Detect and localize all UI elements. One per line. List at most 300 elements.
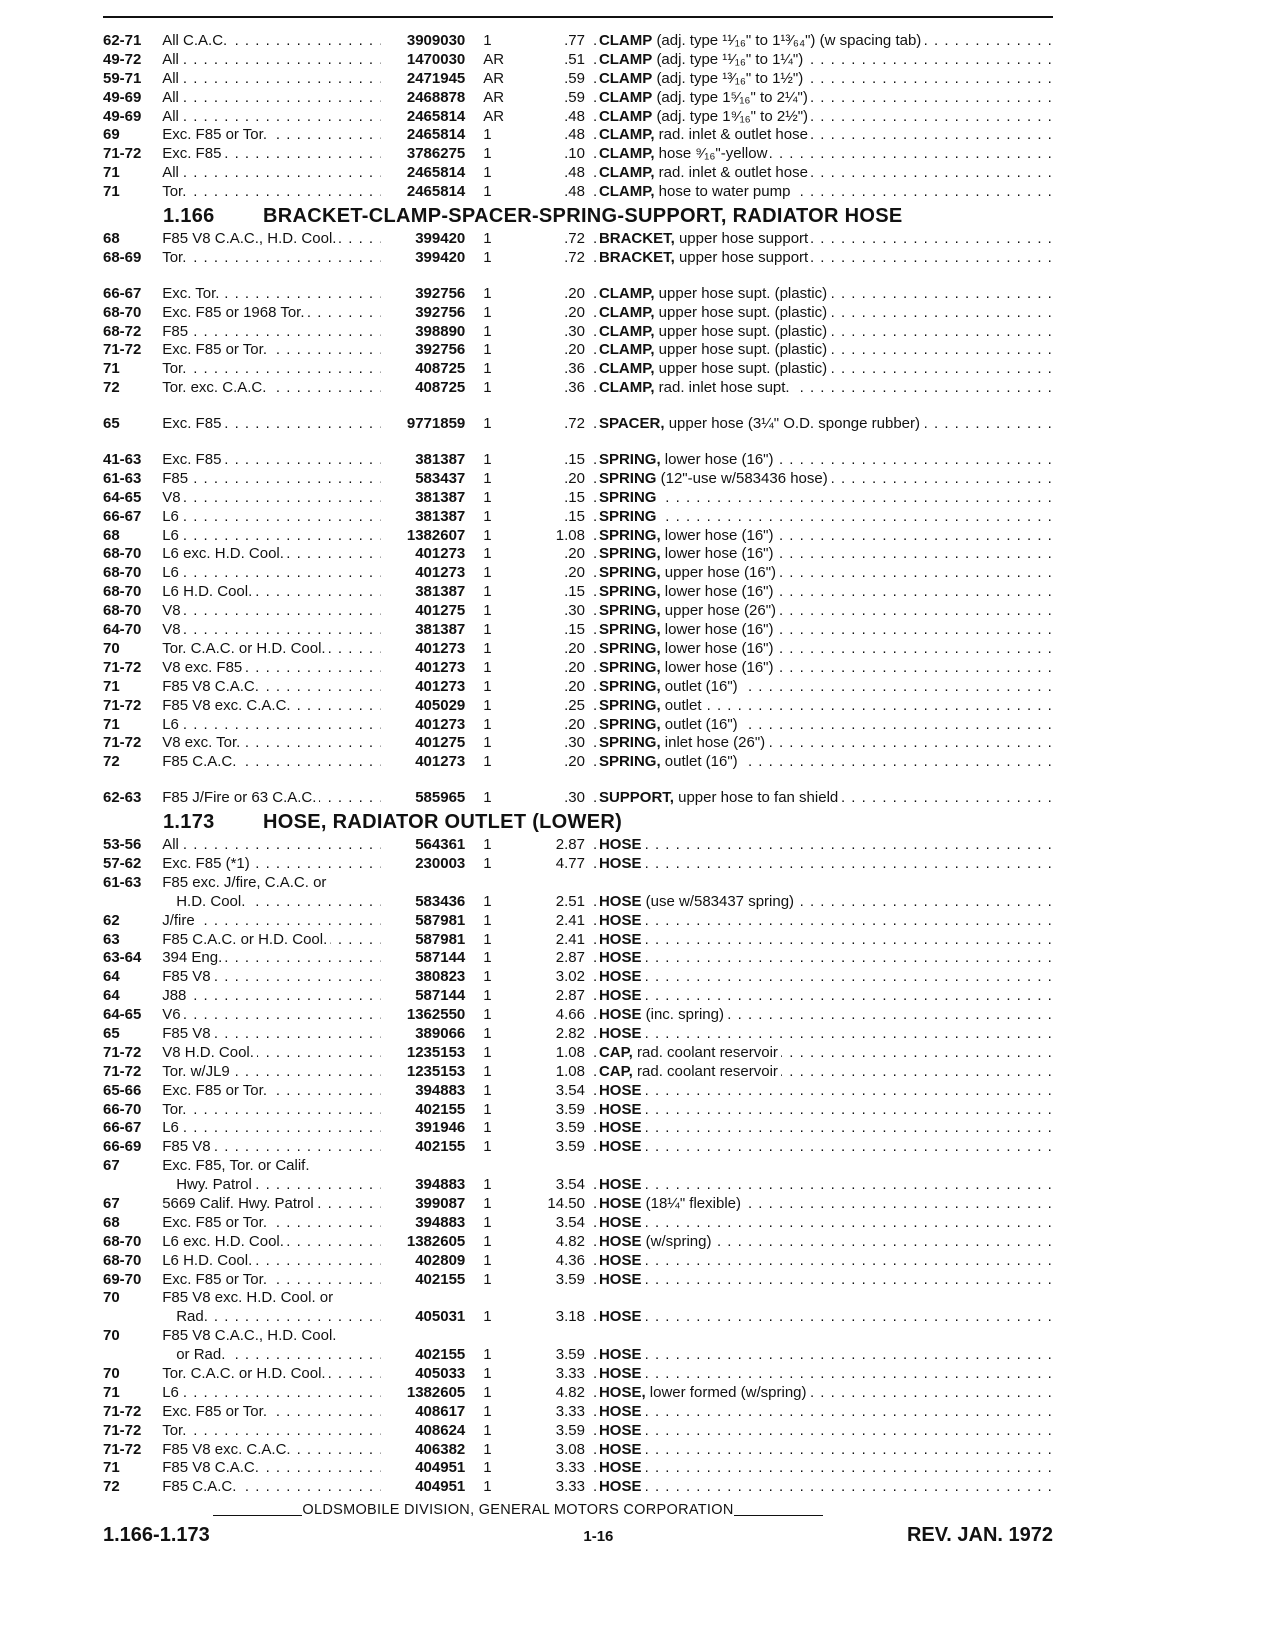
quantity-cell: 1	[483, 1251, 492, 1269]
application-cell	[162, 32, 381, 51]
quantity-cell: 1	[483, 1308, 492, 1326]
description-cell	[593, 1422, 1053, 1441]
table-row	[103, 1025, 1053, 1044]
price-cell: .30	[564, 602, 585, 620]
part-name: SPRING,	[598, 677, 661, 695]
description-text	[599, 145, 770, 164]
table-row	[103, 360, 1053, 379]
table-row	[103, 1478, 1053, 1497]
description-cell	[593, 379, 1053, 398]
description-text	[599, 1403, 645, 1422]
quantity-cell: 1	[483, 892, 492, 910]
application-text: F85 V8 exc. H.D. Cool. or	[162, 1289, 336, 1306]
price-cell: .15	[564, 621, 585, 639]
price-cell: 3.54	[555, 1176, 585, 1194]
table-row	[103, 32, 1053, 51]
years-cell: 69	[103, 126, 120, 144]
price-cell	[521, 1157, 593, 1176]
part-name: BRACKET,	[598, 248, 675, 266]
years-cell: 62-63	[103, 789, 142, 807]
application-text: F85 V8	[162, 1025, 213, 1044]
description-text	[599, 1195, 744, 1214]
description-cell	[593, 1025, 1053, 1044]
group-spacer	[103, 415, 1053, 434]
description-cell	[593, 230, 1053, 249]
part-detail: (use w/583437 spring)	[645, 892, 795, 910]
price-cell: .77	[564, 32, 585, 49]
footer-rule-right	[734, 1515, 823, 1516]
table-row	[103, 753, 1053, 772]
part-number-cell: 2465814	[406, 107, 466, 125]
application-cell	[162, 1195, 381, 1214]
years-cell	[103, 1176, 162, 1195]
description-cell	[593, 987, 1053, 1006]
price-cell: .30	[564, 789, 585, 807]
description-text	[599, 621, 777, 640]
part-name: SPRING,	[598, 639, 661, 657]
part-name: SPRING,	[598, 564, 661, 582]
part-number-cell: 1235153	[406, 1062, 466, 1080]
part-name: CLAMP,	[598, 360, 655, 378]
part-number-cell: 583437	[415, 469, 466, 487]
application-text: F85 C.A.C. or H.D. Cool.	[162, 931, 330, 950]
table-row	[103, 379, 1053, 398]
table-row	[103, 1271, 1053, 1290]
part-name: HOSE,	[598, 1383, 646, 1401]
application-text: L6 H.D. Cool.	[162, 1252, 255, 1271]
part-number-cell	[381, 1327, 469, 1346]
description-text	[599, 126, 811, 145]
description-cell	[593, 70, 1053, 89]
years-cell: 66-67	[103, 507, 142, 525]
application-text: F85 V8	[162, 1138, 213, 1157]
application-text: F85	[162, 470, 191, 489]
description-text	[599, 912, 645, 931]
part-name: SPRING,	[598, 734, 661, 752]
application-text: Hwy. Patrol	[162, 1176, 255, 1195]
description-text	[599, 855, 645, 874]
years-cell: 71-72	[103, 1421, 142, 1439]
application-cell	[162, 1157, 381, 1176]
price-cell: 3.08	[555, 1440, 585, 1458]
description-cell	[593, 1384, 1053, 1403]
quantity-cell: 1	[483, 1024, 492, 1042]
quantity-cell: 1	[483, 1365, 492, 1382]
application-text: L6	[162, 1119, 182, 1138]
table-row	[103, 836, 1053, 855]
application-cell	[162, 789, 381, 808]
price-cell: .72	[564, 415, 585, 433]
quantity-cell: 1	[483, 230, 492, 248]
part-detail: outlet (16")	[664, 677, 738, 695]
price-cell: 4.66	[555, 1006, 585, 1024]
table-row	[103, 1403, 1053, 1422]
part-name: HOSE	[598, 1421, 642, 1439]
price-cell: .48	[564, 164, 585, 182]
section-title: BRACKET-CLAMP-SPACER-SPRING-SUPPORT, RADIATOR HOSE	[263, 204, 903, 227]
part-number-cell: 392756	[415, 341, 466, 359]
description-cell	[593, 126, 1053, 145]
quantity-cell: 1	[483, 1081, 492, 1099]
description-text	[599, 893, 797, 912]
description-cell	[593, 545, 1053, 564]
application-text: L6	[162, 508, 182, 527]
years-cell: 65	[103, 415, 120, 433]
application-text: Tor. w/JL9	[162, 1063, 233, 1082]
part-detail: lower hose (16")	[664, 526, 774, 544]
part-name: SPRING,	[598, 602, 661, 620]
application-cell	[162, 1101, 381, 1120]
part-number-cell: 392756	[415, 284, 466, 302]
footer-rule-left	[213, 1515, 302, 1516]
part-number-cell: 394883	[415, 1081, 466, 1099]
table-row	[103, 1365, 1053, 1384]
section-heading-1166	[103, 202, 1053, 230]
price-cell: 2.87	[555, 836, 585, 854]
part-name: BRACKET,	[598, 230, 675, 248]
application-cell	[162, 753, 381, 772]
years-cell: 67	[103, 1194, 120, 1212]
description-text	[599, 789, 841, 808]
top-rule	[103, 16, 1053, 18]
quantity-cell: 1	[483, 126, 492, 144]
part-number-cell: 3786275	[406, 145, 466, 163]
years-cell: 71-72	[103, 696, 142, 714]
description-cell	[593, 836, 1053, 855]
part-name: HOSE	[598, 1365, 642, 1382]
application-text: All	[162, 108, 182, 127]
table-row	[103, 1327, 1053, 1346]
years-cell: 71-72	[103, 1043, 142, 1061]
application-text: Exc. F85 or Tor.	[162, 126, 270, 145]
part-number-cell: 587144	[415, 949, 466, 967]
years-cell: 71	[103, 1459, 120, 1477]
quantity-cell: 1	[483, 1100, 492, 1118]
application-text: Tor.	[162, 1101, 189, 1120]
description-text	[599, 753, 741, 772]
table-row	[103, 1044, 1053, 1063]
price-cell: 4.82	[555, 1383, 585, 1401]
quantity-cell: AR	[483, 50, 505, 68]
description-text	[599, 1384, 810, 1403]
application-cell	[162, 108, 381, 127]
part-name: SPRING,	[598, 715, 661, 733]
part-name: CLAMP	[598, 107, 653, 125]
description-cell	[593, 1459, 1053, 1478]
description-cell	[593, 145, 1053, 164]
description-cell	[593, 855, 1053, 874]
years-cell: 62	[103, 911, 120, 929]
part-name: CLAMP,	[598, 379, 655, 397]
description-cell	[593, 949, 1053, 968]
description-text	[599, 32, 924, 51]
quantity-cell: 1	[483, 1119, 492, 1137]
price-cell: 4.36	[555, 1251, 585, 1269]
part-number-cell: 1470030	[406, 50, 466, 68]
table-row	[103, 678, 1053, 697]
part-number-cell: 389066	[415, 1024, 466, 1042]
quantity-cell: 1	[483, 341, 492, 359]
part-detail: (18¼" flexible)	[645, 1194, 741, 1212]
description-text	[599, 678, 741, 697]
application-text: Exc. F85 or Tor.	[162, 1214, 270, 1233]
price-cell: 2.87	[555, 987, 585, 1005]
price-cell: 2.51	[555, 892, 585, 910]
years-cell: 70	[103, 1327, 120, 1345]
description-cell	[593, 1176, 1053, 1195]
application-cell	[162, 987, 381, 1006]
description-text	[599, 1308, 645, 1327]
part-name: HOSE	[598, 1006, 642, 1024]
application-cell	[162, 1252, 381, 1271]
application-cell	[162, 1138, 381, 1157]
application-cell	[162, 415, 381, 434]
application-text: Exc. Tor.	[162, 285, 222, 304]
price-cell: 3.59	[555, 1421, 585, 1439]
years-cell: 71	[103, 1383, 120, 1401]
part-number-cell: 401275	[415, 734, 466, 752]
part-detail: (w/spring)	[645, 1232, 712, 1250]
application-cell	[162, 230, 381, 249]
part-name: HOSE	[598, 968, 642, 986]
quantity-cell: 1	[483, 183, 492, 201]
quantity-cell: 1	[483, 451, 492, 469]
description-text	[599, 931, 645, 950]
price-cell: .15	[564, 583, 585, 601]
part-number-cell: 405031	[415, 1308, 466, 1326]
quantity-cell: 1	[483, 1459, 492, 1477]
description-text	[599, 716, 741, 735]
description-cell	[593, 51, 1053, 70]
price-cell: .20	[564, 341, 585, 359]
years-cell: 72	[103, 753, 120, 771]
application-cell	[162, 1327, 381, 1346]
application-cell	[162, 285, 381, 304]
price-cell: 3.59	[555, 1119, 585, 1137]
part-detail: upper hose supt. (plastic)	[658, 341, 828, 359]
part-number-cell: 1382605	[406, 1232, 466, 1250]
table-row	[103, 470, 1053, 489]
part-name: CLAMP,	[598, 303, 655, 321]
description-text	[599, 1271, 645, 1290]
application-cell	[162, 1289, 381, 1308]
years-cell: 53-56	[103, 836, 142, 854]
part-detail: (inc. spring)	[645, 1006, 724, 1024]
quantity-cell: 1	[483, 564, 492, 582]
years-cell: 72	[103, 379, 120, 397]
quantity-cell: 1	[483, 1270, 492, 1288]
quantity-cell: 1	[483, 360, 492, 378]
application-text: V8 exc. F85	[162, 659, 245, 678]
price-cell: 3.54	[555, 1213, 585, 1231]
part-name: HOSE	[598, 1440, 642, 1458]
years-cell: 41-63	[103, 451, 142, 469]
part-detail: inlet hose (26")	[664, 734, 766, 752]
price-cell: 4.82	[555, 1232, 585, 1250]
years-cell	[103, 893, 162, 912]
application-text: V6	[162, 1006, 183, 1025]
description-cell	[593, 304, 1053, 323]
description-cell	[593, 1157, 1053, 1176]
years-cell	[103, 1308, 162, 1327]
table-row	[103, 583, 1053, 602]
price-cell: .25	[564, 696, 585, 714]
description-cell	[593, 1289, 1053, 1308]
page-number: 1-16	[583, 1528, 614, 1545]
part-name: HOSE	[598, 1081, 642, 1099]
table-row	[103, 1195, 1053, 1214]
part-number-cell: 381387	[415, 621, 466, 639]
application-text: F85 V8 C.A.C.	[162, 1459, 262, 1478]
section-heading-1173	[103, 808, 1053, 836]
quantity-cell: 1	[483, 602, 492, 620]
application-text: Exc. F85 or Tor.	[162, 1082, 270, 1101]
description-cell	[593, 621, 1053, 640]
description-cell	[593, 789, 1053, 808]
part-number-cell: 3909030	[406, 32, 466, 49]
part-number-cell: 2471945	[406, 69, 466, 87]
quantity-cell: 1	[483, 854, 492, 872]
application-cell	[162, 51, 381, 70]
part-detail: upper hose supt. (plastic)	[658, 322, 828, 340]
quantity-cell: 1	[483, 545, 492, 563]
part-name: CLAMP,	[598, 183, 655, 201]
application-cell	[162, 1365, 381, 1384]
description-cell	[593, 1195, 1053, 1214]
application-cell	[162, 1082, 381, 1101]
description-text	[599, 1365, 645, 1384]
years-cell: 68-70	[103, 545, 142, 563]
application-cell	[162, 1308, 381, 1327]
part-name: CLAMP	[598, 32, 653, 49]
description-text	[599, 1063, 781, 1082]
application-cell	[162, 545, 381, 564]
part-number-cell: 381387	[415, 451, 466, 469]
part-detail: rad. coolant reservoir	[637, 1062, 778, 1080]
price-cell: 2.87	[555, 949, 585, 967]
years-cell: 68	[103, 526, 120, 544]
part-detail: upper hose to fan shield	[678, 789, 839, 807]
price-cell: .48	[564, 126, 585, 144]
table-row	[103, 1441, 1053, 1460]
description-cell	[593, 451, 1053, 470]
part-name: HOSE	[598, 1251, 642, 1269]
part-number-cell	[381, 1157, 469, 1176]
application-text: Tor.	[162, 183, 189, 202]
description-text	[599, 415, 923, 434]
table-row	[103, 249, 1053, 268]
application-cell	[162, 1119, 381, 1138]
part-detail: rad. inlet & outlet hose	[658, 126, 808, 144]
part-detail: upper hose support	[678, 248, 809, 266]
description-text	[599, 1422, 645, 1441]
table-row	[103, 323, 1053, 342]
years-cell: 70	[103, 639, 120, 657]
part-name: HOSE	[598, 836, 642, 854]
part-name: SPRING	[598, 469, 657, 487]
description-text	[599, 451, 777, 470]
part-number-cell: 2465814	[406, 126, 466, 144]
table-row	[103, 931, 1053, 950]
part-name: HOSE	[598, 987, 642, 1005]
years-cell: 71	[103, 164, 120, 182]
description-cell	[593, 489, 1053, 508]
table-row	[103, 1006, 1053, 1025]
description-cell	[593, 183, 1053, 202]
application-cell	[162, 164, 381, 183]
description-cell	[593, 893, 1053, 912]
description-cell	[593, 1138, 1053, 1157]
part-detail: lower hose (16")	[664, 639, 774, 657]
part-name: HOSE	[598, 1024, 642, 1042]
description-text	[599, 89, 811, 108]
application-cell	[162, 1441, 381, 1460]
application-cell	[162, 602, 381, 621]
application-text: V8	[162, 602, 183, 621]
quantity-cell: 1	[483, 789, 492, 807]
table-row	[103, 51, 1053, 70]
application-cell	[162, 697, 381, 716]
years-cell: 64-65	[103, 1006, 142, 1024]
part-name: SPRING,	[598, 621, 661, 639]
years-cell: 68-70	[103, 1232, 142, 1250]
description-cell	[593, 323, 1053, 342]
price-cell: .20	[564, 284, 585, 302]
application-cell	[162, 89, 381, 108]
quantity-cell: 1	[483, 1213, 492, 1231]
years-cell: 72	[103, 1478, 120, 1496]
part-number-cell: 408725	[415, 360, 466, 378]
part-number-cell: 406382	[415, 1440, 466, 1458]
description-cell	[593, 734, 1053, 753]
table-row	[103, 602, 1053, 621]
quantity-cell	[469, 1289, 521, 1308]
quantity-cell	[469, 1157, 521, 1176]
description-text	[599, 1252, 645, 1271]
table-row-continued	[103, 1346, 1053, 1365]
quantity-cell: 1	[483, 987, 492, 1005]
table-row	[103, 716, 1053, 735]
application-cell	[162, 304, 381, 323]
part-number-cell: 401273	[415, 545, 466, 563]
price-cell: 1.08	[555, 1062, 585, 1080]
application-text: F85 V8 exc. C.A.C.	[162, 1441, 293, 1460]
quantity-cell: 1	[483, 696, 492, 714]
application-text: F85	[162, 323, 191, 342]
quantity-cell: 1	[483, 1194, 492, 1212]
years-cell: 70	[103, 1365, 120, 1382]
part-name: HOSE	[598, 1308, 642, 1326]
description-cell	[593, 108, 1053, 127]
description-cell	[593, 659, 1053, 678]
part-number-cell: 583436	[415, 892, 466, 910]
description-text	[599, 341, 830, 360]
price-cell: .51	[564, 50, 585, 68]
description-text	[599, 1044, 781, 1063]
application-text: Exc. F85 or 1968 Tor.	[162, 304, 307, 323]
part-number-cell: 1235153	[406, 1043, 466, 1061]
section-code: 1.166-1.173	[103, 1524, 210, 1546]
price-cell: .48	[564, 107, 585, 125]
part-name: SPRING	[598, 488, 657, 506]
years-cell: 68-70	[103, 564, 142, 582]
part-name: HOSE	[598, 892, 642, 910]
price-cell: .72	[564, 230, 585, 248]
application-text: L6 exc. H.D. Cool.	[162, 1233, 287, 1252]
description-text	[599, 1082, 645, 1101]
table-row	[103, 968, 1053, 987]
part-number-cell: 404951	[415, 1459, 466, 1477]
